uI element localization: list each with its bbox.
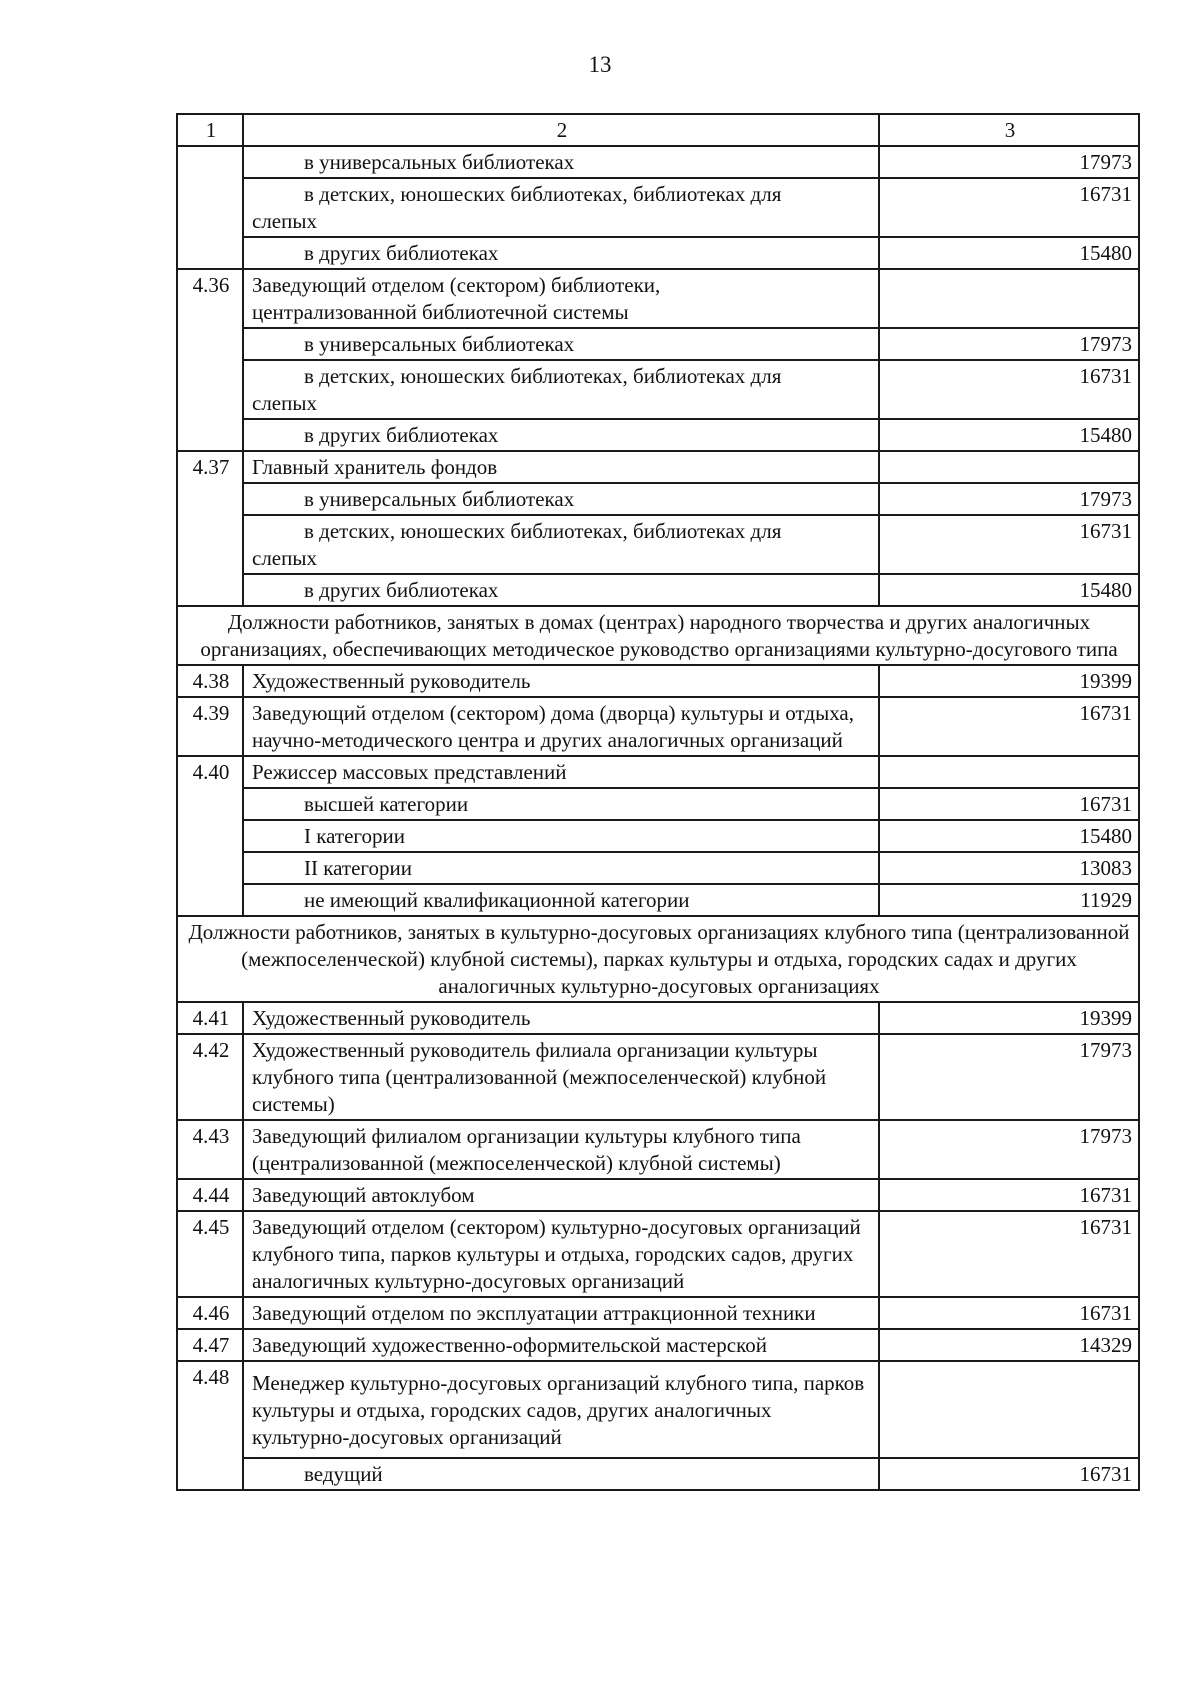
salary-value: 16731 (879, 1179, 1139, 1211)
position-title: Заведующий отделом (сектором) библиотеки, централизованной библиотечной системы (243, 269, 879, 328)
section-heading-row (177, 916, 1139, 1002)
table-row (177, 451, 1139, 483)
row-number: 4.47 (177, 1329, 243, 1361)
row-number: 4.39 (177, 697, 243, 756)
row-number: 4.46 (177, 1297, 243, 1329)
table-row (177, 419, 1139, 451)
table-row (177, 483, 1139, 515)
row-number: 4.37 (177, 451, 243, 606)
section-heading-row (177, 606, 1139, 665)
position-sublabel: в других библиотеках (243, 574, 879, 606)
salary-value: 14329 (879, 1329, 1139, 1361)
table-row (177, 515, 1139, 574)
table-row (177, 178, 1139, 237)
position-sublabel: не имеющий квалификационной категории (243, 884, 879, 916)
table-row (177, 852, 1139, 884)
table-row (177, 1361, 1139, 1458)
position-title: Художественный руководитель филиала организации культуры клубного типа (централизованной (межпоселенческой) клубной системы) (243, 1034, 879, 1120)
position-sublabel: в детских, юношеских библиотеках, библиотеках для слепых (243, 515, 879, 574)
salary-value: 15480 (879, 574, 1139, 606)
table-row (177, 1002, 1139, 1034)
table-row (177, 697, 1139, 756)
salary-table (176, 113, 1140, 1491)
salary-value: 16731 (879, 360, 1139, 419)
position-title: Художественный руководитель (243, 665, 879, 697)
header-col-1: 1 (177, 114, 243, 146)
table-row (177, 820, 1139, 852)
row-number: 4.38 (177, 665, 243, 697)
position-title: Художественный руководитель (243, 1002, 879, 1034)
section-heading: Должности работников, занятых в культурно-досуговых организациях клубного типа (централизованной (межпоселенческой) клубной системы), парках культуры и отдыха, городских садах и других аналогичных культурно-досуговых организациях (177, 916, 1139, 1002)
table-row (177, 1034, 1139, 1120)
table-row (177, 269, 1139, 328)
salary-value-empty (879, 1361, 1139, 1458)
row-number: 4.48 (177, 1361, 243, 1490)
position-title: Менеджер культурно-досуговых организаций клубного типа, парков культуры и отдыха, городских садов, других аналогичных культурно-досуговых организаций (243, 1361, 879, 1458)
position-title: Заведующий отделом (сектором) дома (дворца) культуры и отдыха, научно-методического центра и других аналогичных организаций (243, 697, 879, 756)
salary-value: 17973 (879, 1120, 1139, 1179)
salary-value: 16731 (879, 178, 1139, 237)
position-sublabel: ведущий (243, 1458, 879, 1490)
table-row (177, 788, 1139, 820)
row-number: 4.40 (177, 756, 243, 916)
salary-value: 17973 (879, 483, 1139, 515)
salary-value: 15480 (879, 419, 1139, 451)
salary-value: 13083 (879, 852, 1139, 884)
salary-value: 16731 (879, 1297, 1139, 1329)
salary-value: 16731 (879, 697, 1139, 756)
position-title: Заведующий отделом (сектором) культурно-досуговых организаций клубного типа, парков культуры и отдыха, городских садов, других аналогичных культурно-досуговых организаций (243, 1211, 879, 1297)
position-sublabel: в детских, юношеских библиотеках, библиотеках для слепых (243, 178, 879, 237)
salary-value: 16731 (879, 1458, 1139, 1490)
position-sublabel: в универсальных библиотеках (243, 146, 879, 178)
section-heading: Должности работников, занятых в домах (центрах) народного творчества и других аналогичных организациях, обеспечивающих методическое руководство организациями культурно-досугового типа (177, 606, 1139, 665)
salary-value: 16731 (879, 1211, 1139, 1297)
position-sublabel: высшей категории (243, 788, 879, 820)
position-title: Режиссер массовых представлений (243, 756, 879, 788)
position-sublabel: в детских, юношеских библиотеках, библиотеках для слепых (243, 360, 879, 419)
table-row (177, 146, 1139, 178)
table-row (177, 1458, 1139, 1490)
table-row (177, 665, 1139, 697)
row-number: 4.44 (177, 1179, 243, 1211)
position-title: Заведующий художественно-оформительской мастерской (243, 1329, 879, 1361)
salary-value: 16731 (879, 788, 1139, 820)
table-row (177, 1329, 1139, 1361)
table-row (177, 1120, 1139, 1179)
table-row (177, 1211, 1139, 1297)
salary-value: 17973 (879, 1034, 1139, 1120)
row-number: 4.45 (177, 1211, 243, 1297)
salary-value: 19399 (879, 665, 1139, 697)
row-number: 4.36 (177, 269, 243, 451)
position-title: Заведующий филиалом организации культуры клубного типа (централизованной (межпоселенческой) клубной системы) (243, 1120, 879, 1179)
salary-value-empty (879, 269, 1139, 328)
position-title: Главный хранитель фондов (243, 451, 879, 483)
salary-value: 19399 (879, 1002, 1139, 1034)
table-row (177, 1297, 1139, 1329)
salary-value-empty (879, 451, 1139, 483)
position-sublabel: II категории (243, 852, 879, 884)
table-row (177, 574, 1139, 606)
position-sublabel: в других библиотеках (243, 237, 879, 269)
table-row (177, 884, 1139, 916)
salary-value: 11929 (879, 884, 1139, 916)
table-row (177, 360, 1139, 419)
header-col-2: 2 (243, 114, 879, 146)
position-sublabel: в универсальных библиотеках (243, 483, 879, 515)
table-row (177, 1179, 1139, 1211)
position-title: Заведующий автоклубом (243, 1179, 879, 1211)
position-sublabel: в других библиотеках (243, 419, 879, 451)
table-row (177, 237, 1139, 269)
row-number: 4.42 (177, 1034, 243, 1120)
salary-value: 15480 (879, 237, 1139, 269)
header-col-3: 3 (879, 114, 1139, 146)
position-title: Заведующий отделом по эксплуатации аттракционной техники (243, 1297, 879, 1329)
salary-value: 15480 (879, 820, 1139, 852)
salary-value: 17973 (879, 146, 1139, 178)
row-number: 4.43 (177, 1120, 243, 1179)
page-number: 13 (588, 52, 612, 77)
table-row (177, 756, 1139, 788)
salary-value-empty (879, 756, 1139, 788)
table-header-row (177, 114, 1139, 146)
position-sublabel: в универсальных библиотеках (243, 328, 879, 360)
table-row (177, 328, 1139, 360)
salary-value: 16731 (879, 515, 1139, 574)
row-number: 4.41 (177, 1002, 243, 1034)
row-number-cell (177, 146, 243, 269)
position-sublabel: I категории (243, 820, 879, 852)
salary-value: 17973 (879, 328, 1139, 360)
